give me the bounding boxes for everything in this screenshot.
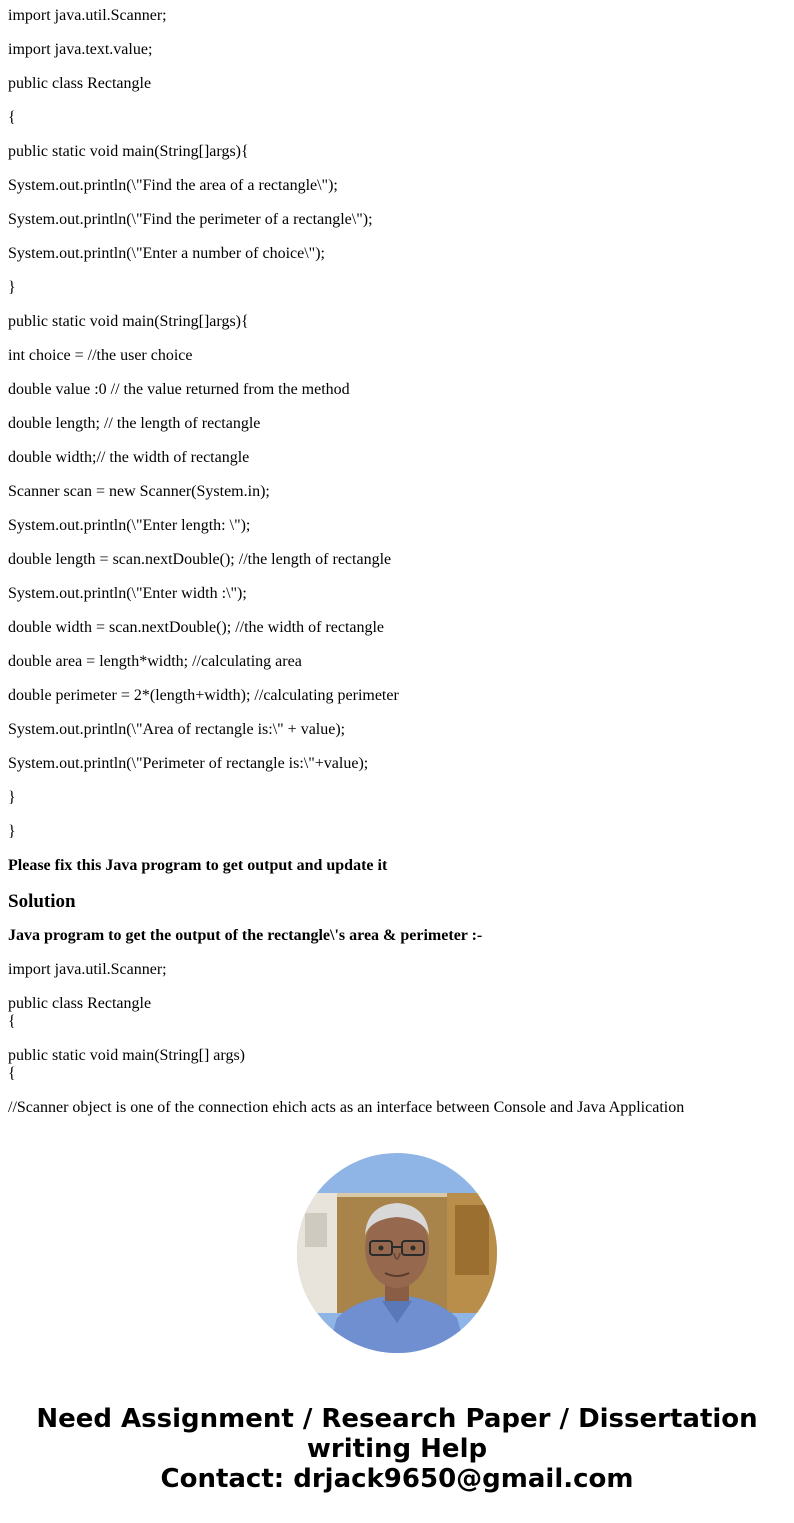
solution-heading: Solution (8, 891, 76, 912)
question-code-line: double width = scan.nextDouble(); //the width of rectangle (8, 619, 385, 636)
question-code-line: } (8, 823, 16, 840)
solution-comment: //Scanner object is one of the connection ehich acts as an interface between Console and Java Application (8, 1099, 685, 1116)
question-code-line: public class Rectangle (8, 75, 152, 92)
solution-main-declaration: public static void main(String[] args) (8, 1047, 245, 1064)
solution-main-open-brace: { (8, 1065, 16, 1082)
footer-contact: Contact: drjack9650@gmail.com (160, 1464, 634, 1494)
question-code-line: } (8, 789, 16, 806)
question-code-line: double perimeter = 2*(length+width); //calculating perimeter (8, 687, 399, 704)
question-code-line: System.out.println(\"Enter length: \"); (8, 517, 251, 534)
question-code-line: Scanner scan = new Scanner(System.in); (8, 483, 270, 500)
question-code-line: import java.util.Scanner; (8, 7, 167, 24)
question-code-line: { (8, 109, 16, 126)
author-photo (297, 1153, 497, 1353)
question-code-line: double value :0 // the value returned from the method (8, 381, 350, 398)
document-body (8, 0, 788, 1122)
footer-banner (0, 1404, 794, 1494)
question-code-line: public static void main(String[]args){ (8, 313, 249, 330)
author-portrait-icon (297, 1153, 497, 1353)
footer-line-1: Need Assignment / Research Paper / Dissertation (36, 1404, 758, 1434)
question-code-line: System.out.println(\"Area of rectangle is:\" + value); (8, 721, 346, 738)
question-request: Please fix this Java program to get output and update it (8, 857, 388, 874)
question-code-line: double area = length*width; //calculating area (8, 653, 302, 670)
solution-import-line: import java.util.Scanner; (8, 961, 167, 978)
footer-line-2: writing Help (306, 1434, 488, 1464)
question-code-line: System.out.println(\"Perimeter of rectangle is:\"+value); (8, 755, 369, 772)
question-code-line: double length; // the length of rectangle (8, 415, 261, 432)
question-code-line: double width;// the width of rectangle (8, 449, 250, 466)
solution-subheading: Java program to get the output of the rectangle\'s area & perimeter :- (8, 927, 483, 944)
question-code-line: double length = scan.nextDouble(); //the length of rectangle (8, 551, 392, 568)
question-code-line: int choice = //the user choice (8, 347, 193, 364)
question-code-line: public static void main(String[]args){ (8, 143, 249, 160)
question-code-line: System.out.println(\"Find the area of a rectangle\"); (8, 177, 338, 194)
question-code-line: import java.text.value; (8, 41, 153, 58)
question-code-line: System.out.println(\"Enter width :\"); (8, 585, 247, 602)
solution-class-declaration: public class Rectangle (8, 995, 152, 1012)
question-code-block (8, 7, 788, 841)
question-code-line: System.out.println(\"Find the perimeter of a rectangle\"); (8, 211, 373, 228)
solution-class-open-brace: { (8, 1013, 16, 1030)
question-code-line: System.out.println(\"Enter a number of choice\"); (8, 245, 325, 262)
question-code-line: } (8, 279, 16, 296)
